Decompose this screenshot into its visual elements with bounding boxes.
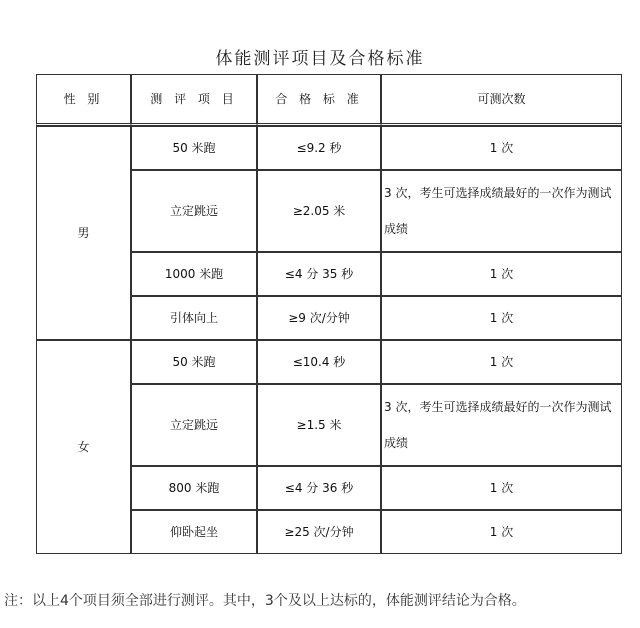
- header-gender: 性 别: [36, 74, 131, 126]
- page-title: 体能测评项目及合格标准: [215, 49, 425, 69]
- times-cell: 3 次，考生可选择成绩最好的一次作为测试成绩: [381, 384, 622, 466]
- standard-cell: ≥1.5 米: [257, 384, 381, 466]
- gender-male: 男: [36, 126, 131, 340]
- times-cell: 3 次，考生可选择成绩最好的一次作为测试成绩: [381, 170, 622, 252]
- times-cell: 1 次: [381, 296, 622, 340]
- header-item: 测 评 项 目: [131, 74, 257, 126]
- standard-cell: ≤10.4 秒: [257, 340, 381, 384]
- times-cell: 1 次: [381, 252, 622, 296]
- item-cell: 1000 米跑: [131, 252, 257, 296]
- item-cell: 立定跳远: [131, 384, 257, 466]
- standard-cell: ≥2.05 米: [257, 170, 381, 252]
- item-cell: 50 米跑: [131, 340, 257, 384]
- footnote: 注：以上4个项目须全部进行测评。其中，3个及以上达标的，体能测评结论为合格。: [4, 593, 526, 609]
- times-cell: 1 次: [381, 340, 622, 384]
- standard-cell: ≤9.2 秒: [257, 126, 381, 170]
- item-cell: 立定跳远: [131, 170, 257, 252]
- gender-female: 女: [36, 340, 131, 554]
- header-times: 可测次数: [381, 74, 622, 126]
- header-standard: 合 格 标 准: [257, 74, 381, 126]
- header-row: [36, 74, 622, 126]
- standards-table: [36, 74, 622, 554]
- table-row: [36, 340, 622, 384]
- item-cell: 仰卧起坐: [131, 510, 257, 554]
- item-cell: 800 米跑: [131, 466, 257, 510]
- standard-cell: ≥9 次/分钟: [257, 296, 381, 340]
- table-row: [36, 126, 622, 170]
- times-cell: 1 次: [381, 466, 622, 510]
- item-cell: 50 米跑: [131, 126, 257, 170]
- standard-cell: ≤4 分 36 秒: [257, 466, 381, 510]
- standard-cell: ≤4 分 35 秒: [257, 252, 381, 296]
- times-cell: 1 次: [381, 510, 622, 554]
- standard-cell: ≥25 次/分钟: [257, 510, 381, 554]
- item-cell: 引体向上: [131, 296, 257, 340]
- times-cell: 1 次: [381, 126, 622, 170]
